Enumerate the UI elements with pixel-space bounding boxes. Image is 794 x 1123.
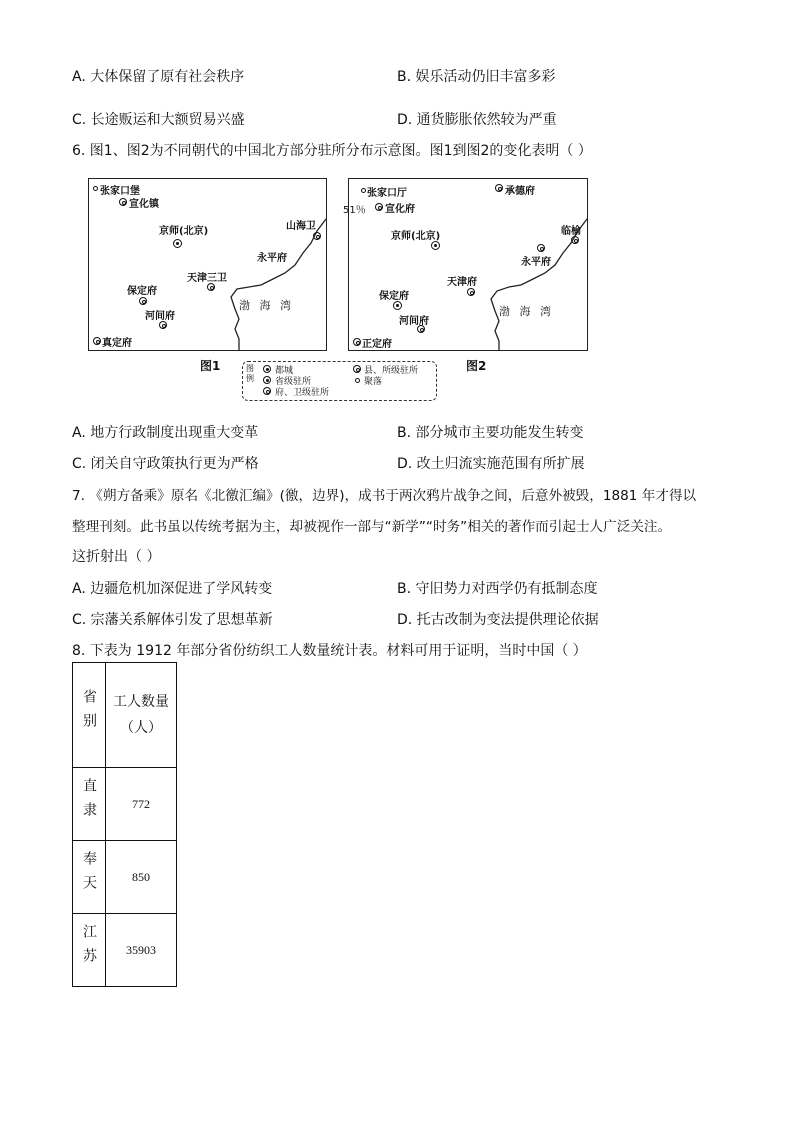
fu-icon: [375, 203, 383, 211]
map2-caption: 图2: [466, 359, 487, 373]
q6-stem: 6. 图1、图2为不同朝代的中国北方部分驻所分布示意图。图1到图2的变化表明（ ）: [72, 143, 592, 159]
cell-workers: 850: [106, 841, 177, 914]
fu-icon: [467, 288, 475, 296]
map2-label-xuanhua: 宣化府: [385, 204, 415, 215]
fu-icon: [417, 325, 425, 333]
table-row: [73, 768, 177, 841]
county-icon: [353, 365, 361, 373]
fu-icon: [495, 184, 503, 192]
map1-label-yongping: 永平府: [257, 253, 287, 264]
cell-province: [73, 841, 106, 914]
cell-province: [73, 914, 106, 987]
map1-label-hejian: 河间府: [145, 311, 175, 322]
map2-label-jingshi: 京师(北京): [391, 231, 441, 242]
cell-workers: 772: [106, 768, 177, 841]
map1-label-jingshi: 京师(北京): [159, 226, 209, 237]
q7-option-a: A. 边疆危机加深促进了学风转变: [72, 581, 273, 597]
map1-label-baoding: 保定府: [127, 286, 157, 297]
town-icon: [93, 186, 98, 191]
fu-icon: [263, 387, 271, 395]
fu-icon: [93, 337, 101, 345]
q8-stem: 8. 下表为 1912 年部分省份纺织工人数量统计表。材料可用于证明，当时中国（ ）: [72, 643, 587, 659]
provincial-seat-icon: [263, 376, 271, 384]
fu-icon: [537, 244, 545, 252]
map2-label-hejian: 河间府: [399, 316, 429, 327]
map2-label-zhengding: 正定府: [362, 339, 392, 350]
q5-option-c: C. 长途贩运和大额贸易兴盛: [72, 112, 245, 128]
q6-option-b: B. 部分城市主要功能发生转变: [397, 425, 584, 441]
town-icon: [361, 188, 366, 193]
fu-icon: [571, 236, 579, 244]
map1-label-sea: 渤 海 湾: [239, 299, 294, 312]
capital-icon: [431, 241, 440, 250]
capital-icon: [173, 239, 182, 248]
q7-line-2: 整理刊刻。此书虽以传统考据为主，却被视作一部与“新学”“时务”相关的著作而引起士人广泛关注。: [72, 519, 672, 535]
map2-label-sea: 渤 海 湾: [499, 305, 554, 318]
map1-caption: 图1: [200, 359, 221, 373]
legend-provincial: 省级驻所: [275, 377, 312, 387]
table-header-row: [73, 663, 177, 768]
q7-option-c: C. 宗藩关系解体引发了思想革新: [72, 612, 273, 628]
map2-label-pct: 51％: [343, 205, 366, 216]
map2-label-chengde: 承德府: [505, 186, 535, 197]
q5-option-b: B. 娱乐活动仍旧丰富多彩: [397, 69, 556, 85]
province-text: 直隶: [81, 778, 97, 826]
header-workers-text: 工人数量（人）: [113, 694, 169, 736]
map1-label-shanhai: 山海卫: [286, 221, 316, 232]
fu-icon: [313, 232, 321, 240]
map-legend: [242, 361, 437, 401]
fu-icon: [353, 338, 361, 346]
header-workers: [106, 663, 177, 768]
map2-label-baoding: 保定府: [379, 291, 409, 302]
cell-workers: 35903: [106, 914, 177, 987]
map-figure-1: [88, 178, 327, 351]
provincial-seat-icon: [393, 301, 402, 310]
workers-table: [72, 662, 177, 987]
fu-icon: [119, 198, 127, 206]
province-text: 奉天: [81, 851, 97, 899]
legend-title: 图例: [246, 364, 254, 383]
table-row: [73, 841, 177, 914]
map1-label-xuanhua: 宣化镇: [129, 199, 159, 210]
cell-province: [73, 768, 106, 841]
q6-option-a: A. 地方行政制度出现重大变革: [72, 425, 259, 441]
q5-option-d: D. 通货膨胀依然较为严重: [397, 112, 557, 128]
legend-settlement: 聚落: [364, 377, 383, 387]
map-figure-2: [343, 178, 588, 351]
map2-label-zhangjiakou: 张家口厅: [367, 188, 407, 199]
map2-label-tianjin: 天津府: [447, 277, 477, 288]
map1-label-zhangjiakou: 张家口堡: [100, 186, 140, 197]
q6-option-c: C. 闭关自守政策执行更为严格: [72, 456, 259, 472]
province-text: 江苏: [81, 924, 97, 972]
table-row: [73, 914, 177, 987]
q7-line-1: 7. 《朔方备乘》原名《北徼汇编》(徼，边界)，成书于两次鸦片战争之间，后意外被毁，1881 年才得以: [72, 488, 697, 504]
q7-option-d: D. 托古改制为变法提供理论依据: [397, 612, 599, 628]
map1-label-zhending: 真定府: [102, 338, 132, 349]
header-province-text: 省别: [81, 689, 97, 737]
header-province: [73, 663, 106, 768]
map2-label-linyu: 临榆: [561, 226, 581, 237]
fu-icon: [159, 321, 167, 329]
q5-option-a: A. 大体保留了原有社会秩序: [72, 69, 245, 85]
fu-icon: [207, 283, 215, 291]
q7-option-b: B. 守旧势力对西学仍有抵制态度: [397, 581, 598, 597]
capital-icon: [263, 365, 271, 373]
map2-label-yongping: 永平府: [521, 257, 551, 268]
q7-line-3: 这折射出（ ）: [72, 549, 161, 565]
legend-fu-wei: 府、卫级驻所: [275, 388, 330, 398]
legend-county: 县、所级驻所: [364, 366, 419, 376]
settlement-icon: [355, 378, 360, 383]
q6-option-d: D. 改土归流实施范围有所扩展: [397, 456, 585, 472]
map1-label-tianjin: 天津三卫: [187, 273, 227, 284]
fu-icon: [139, 297, 147, 305]
legend-capital: 都城: [275, 366, 294, 376]
